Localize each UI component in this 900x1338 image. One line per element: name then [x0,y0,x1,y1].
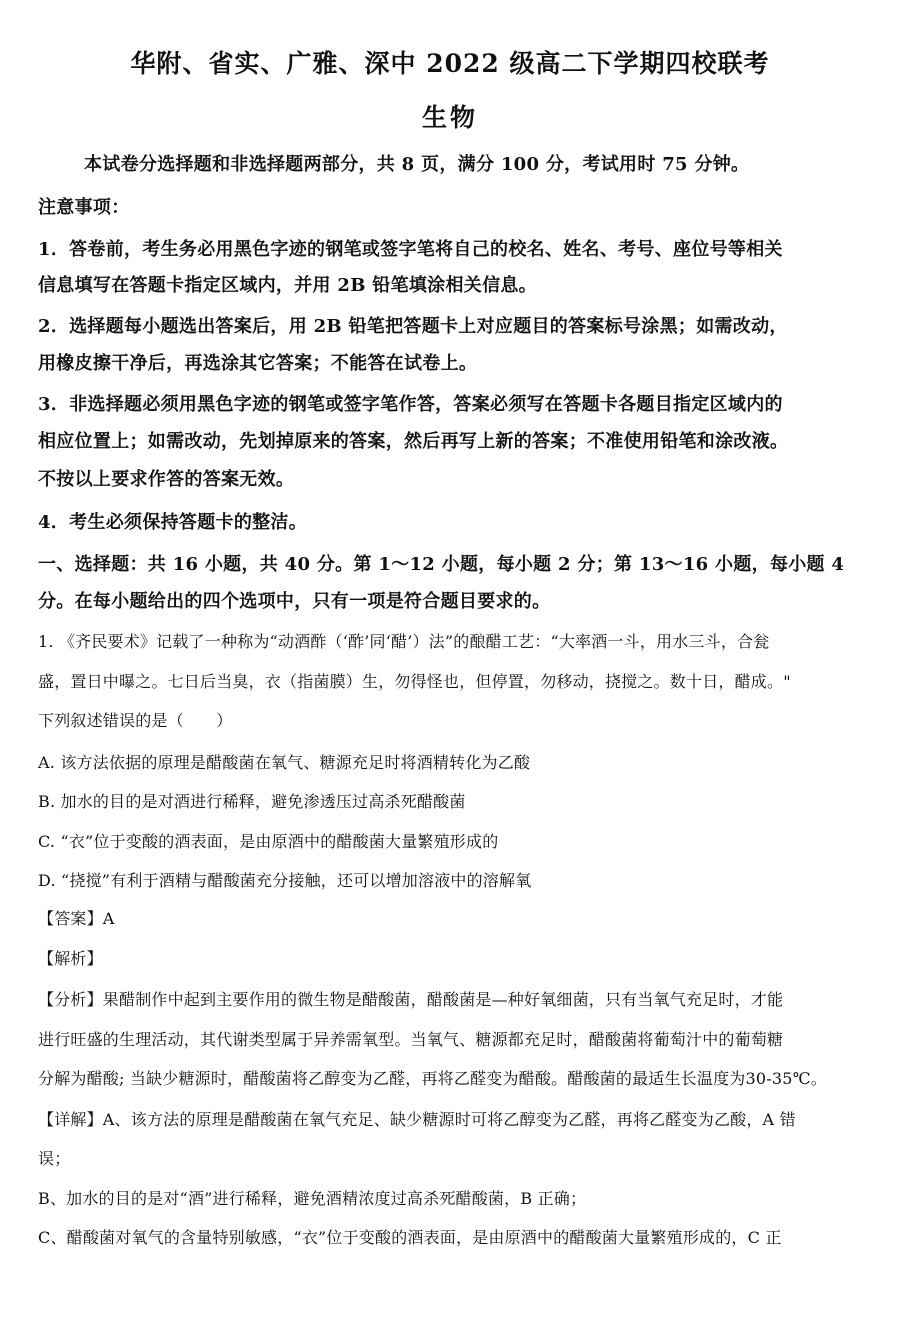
notice-item-1-line-2: 信息填写在答题卡指定区域内，并用 2B 铅笔填涂相关信息。 [38,275,537,296]
notice-item-3-line-2: 相应位置上；如需改动，先划掉原来的答案，然后再写上新的答案；不准使用铅笔和涂改液。 [38,431,789,452]
question-1-option-a: A. 该方法依据的原理是醋酸菌在氧气、糖源充足时将酒精转化为乙酸 [38,753,531,772]
exam-title: 华附、省实、广雅、深中 2022 级高二下学期四校联考 [130,49,770,78]
question-1-xiangjie-b: B、加水的目的是对“酒”进行稀释，避免酒精浓度过高杀死醋酸菌，B 正确； [38,1189,587,1208]
question-1-option-b: B. 加水的目的是对酒进行稀释，避免渗透压过高杀死醋酸菌 [38,792,466,811]
notice-item-2-line-2: 用橡皮擦干净后，再选涂其它答案；不能答在试卷上。 [38,353,478,374]
question-1-fenxi-line-2: 进行旺盛的生理活动，其代谢类型属于异养需氧型。当氧气、糖源都充足时，醋酸菌将葡萄汁中的葡萄糖 [38,1030,784,1049]
notice-item-1-line-1: 1．答卷前，考生务必用黑色字迹的钢笔或签字笔将自己的校名、姓名、考号、座位号等相关 [38,239,783,260]
question-1-stem-line-1: 1. 《齐民要术》记载了一种称为“动酒酢（‘酢’同‘醋’）法”的酿醋工艺：“大率酒一斗，用水三斗，合瓮 [38,632,770,651]
question-1-xiangjie-line-2: 误； [38,1149,71,1168]
notice-item-2-line-1: 2．选择题每小题选出答案后，用 2B 铅笔把答题卡上对应题目的答案标号涂黑；如需改动， [38,316,788,337]
question-1-fenxi-line-1: 【分析】果醋制作中起到主要作用的微生物是醋酸菌，醋酸菌是—种好氧细菌，只有当氧气充足时，才能 [38,990,784,1009]
question-1-analysis-heading: 【解析】 [38,949,103,968]
notice-heading: 注意事项： [38,197,130,218]
notice-item-4: 4．考生必须保持答题卡的整洁。 [38,512,308,533]
exam-subject: 生物 [421,103,478,132]
question-1-stem-line-2: 盛，置日中曝之。七日后当臭，衣（指菌膜）生，勿得怪也，但停置，勿移动，挠搅之。数十日，醋成。" [38,672,791,691]
question-1-option-c: C. “衣”位于变酸的酒表面，是由原酒中的醋酸菌大量繁殖形成的 [38,832,499,851]
notice-item-3-line-3: 不按以上要求作答的答案无效。 [38,469,295,490]
question-1-answer: 【答案】A [38,909,115,928]
question-1-option-d: D. “挠搅”有利于酒精与醋酸菌充分接触，还可以增加溶液中的溶解氧 [38,871,532,890]
question-1-xiangjie-c: C、醋酸菌对氧气的含量特别敏感，“衣”位于变酸的酒表面，是由原酒中的醋酸菌大量繁殖形成的，C 正 [38,1228,782,1247]
question-1-xiangjie-line-1: 【详解】A、该方法的原理是醋酸菌在氧气充足、缺少糖源时可将乙醇变为乙醛，再将乙醛变为乙酸，A 错 [38,1110,796,1129]
question-1-stem-line-3: 下列叙述错误的是（ ） [38,711,233,730]
section-heading-line-2: 分。在每小题给出的四个选项中，只有一项是符合题目要求的。 [38,591,551,612]
section-heading-line-1: 一、选择题：共 16 小题，共 40 分。第 1～12 小题，每小题 2 分；第 13～16 小题，每小题 4 [38,554,845,575]
question-1-fenxi-line-3: 分解为醋酸; 当缺少糖源时，醋酸菌将乙醇变为乙醛，再将乙醛变为醋酸。醋酸菌的最适生长温度为30-35℃。 [38,1069,827,1088]
exam-intro: 本试卷分选择题和非选择题两部分，共 8 页，满分 100 分，考试用时 75 分钟。 [84,154,750,175]
notice-item-3-line-1: 3．非选择题必须用黑色字迹的钢笔或签字笔作答，答案必须写在答题卡各题目指定区域内的 [38,394,783,415]
